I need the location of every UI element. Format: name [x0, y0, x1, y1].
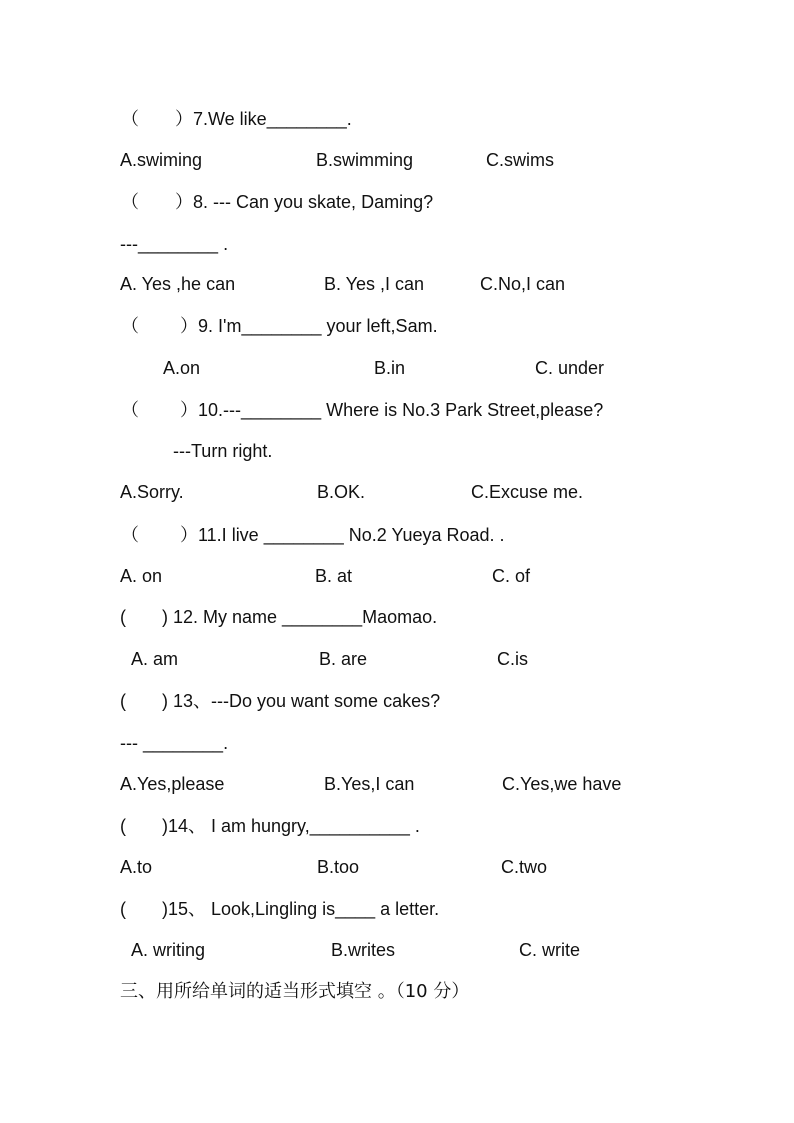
question-15-stem: ( )15、 Look,Lingling is____ a letter.: [120, 899, 440, 919]
question-11-option-a: A. on: [120, 566, 163, 586]
question-13-option-c: C.Yes,we have: [502, 774, 622, 794]
question-12-option-a: A. am: [131, 649, 179, 669]
question-13-option-a: A.Yes,please: [120, 774, 225, 794]
question-15-option-c: C. write: [519, 940, 581, 960]
question-9-stem: （ ）9. I'm________ your left,Sam.: [121, 316, 438, 336]
question-7-option-c: C.swims: [486, 150, 554, 170]
question-15-option-a: A. writing: [131, 940, 206, 960]
question-14-option-b: B.too: [317, 857, 360, 877]
question-9-option-b: B.in: [374, 358, 406, 378]
question-12-option-b: B. are: [319, 649, 368, 669]
question-12-option-c: C.is: [497, 649, 528, 669]
question-8-option-c: C.No,I can: [480, 274, 566, 294]
question-8-answer-line: ---________ .: [120, 234, 229, 254]
question-14-option-c: C.two: [501, 857, 548, 877]
question-13-answer-line: --- ________.: [120, 733, 229, 753]
question-10-option-c: C.Excuse me.: [471, 482, 584, 502]
question-11-option-c: C. of: [492, 566, 531, 586]
question-11-stem: （ ）11.I live ________ No.2 Yueya Road. .: [121, 525, 505, 545]
question-10-option-b: B.OK.: [317, 482, 366, 502]
question-15-option-b: B.writes: [331, 940, 396, 960]
question-9-option-a: A.on: [163, 358, 201, 378]
question-7-option-a: A.swiming: [120, 150, 203, 170]
question-8-option-b: B. Yes ,I can: [324, 274, 425, 294]
question-14-stem: ( )14、 I am hungry,__________ .: [120, 816, 420, 836]
question-7-option-b: B.swimming: [316, 150, 414, 170]
question-8-stem: （ ）8. --- Can you skate, Daming?: [121, 192, 434, 212]
question-12-stem: ( ) 12. My name ________Maomao.: [120, 607, 438, 627]
question-10-stem: （ ）10.---________ Where is No.3 Park Street,please?: [121, 400, 604, 420]
question-9-option-c: C. under: [535, 358, 605, 378]
question-10-option-a: A.Sorry.: [120, 482, 184, 502]
question-11-option-b: B. at: [315, 566, 353, 586]
section-heading: 三、用所给单词的适当形式填空 。（10 分）: [120, 981, 470, 1002]
question-10-answer-line: ---Turn right.: [173, 441, 273, 461]
question-13-option-b: B.Yes,I can: [324, 774, 415, 794]
question-7-stem: （ ）7.We like________.: [121, 109, 352, 129]
question-14-option-a: A.to: [120, 857, 153, 877]
question-13-stem: ( ) 13、---Do you want some cakes?: [120, 691, 441, 711]
question-8-option-a: A. Yes ,he can: [120, 274, 236, 294]
